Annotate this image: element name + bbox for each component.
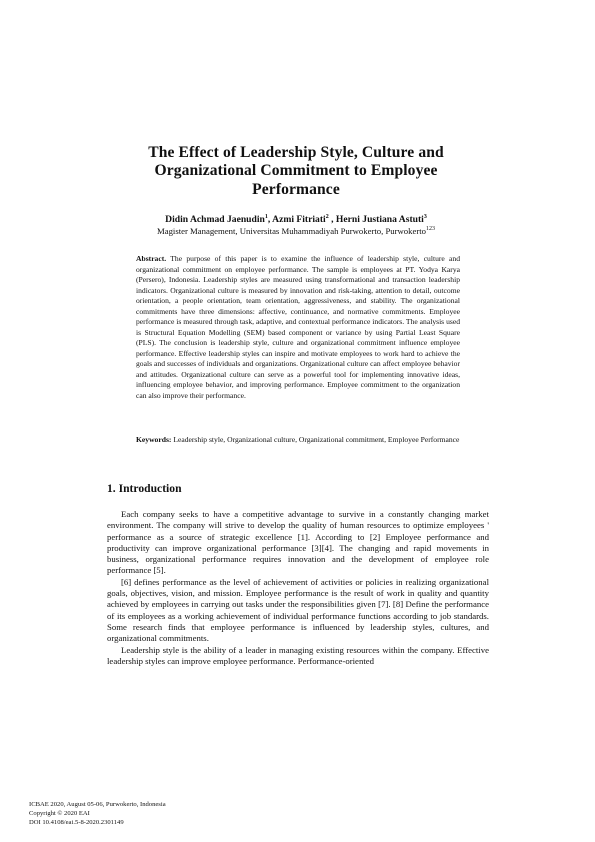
author-name: Azmi Fitriati — [272, 214, 326, 225]
body-paragraph: [6] defines performance as the level of achievement of activities or policies in realizing organizational goals, objectives, vision, and mission. Employee performance is the result of work in quality and quantity achieved by employees in carrying out tasks under the responsibilities given [7]. [8] Define the performance of its employees as a working achievement of individual performance functions according to job standards. Some research finds that employee performance is influenced by leadership styles, cultures, and organizational commitments. — [107, 576, 489, 644]
section-heading-introduction: 1. Introduction — [107, 482, 182, 495]
body-paragraph: Leadership style is the ability of a leader in managing existing resources within the company. Effective leadership styles can improve employee performance. Performance-oriented — [107, 644, 489, 666]
body-paragraph: Each company seeks to have a competitive advantage to survive in a constantly changing market environment. The company will strive to develop the quality of human resources to optimize employees ' performance as a source of strategic excellence [1]. According to [2] Employee performance and productivity can improve organizational performance [3][4]. The changing and rapid movements in business, organizational performance requires innovation and the development of employee role performance [5]. — [107, 509, 489, 576]
author-name: Herni Justiana Astuti — [335, 214, 424, 225]
footer-conference: ICBAE 2020, August 05-06, Purwokerto, Indonesia — [29, 801, 166, 808]
author-superscript: 2 — [325, 213, 329, 220]
affiliation — [100, 226, 492, 237]
affiliation-superscript: 123 — [426, 226, 435, 233]
author-separator: , — [328, 214, 336, 225]
author-list — [100, 214, 492, 226]
page-footer — [29, 800, 329, 827]
abstract — [136, 254, 460, 401]
author-superscript: 1 — [264, 213, 268, 220]
keywords-label: Keywords: — [136, 435, 172, 444]
keywords — [136, 434, 460, 445]
author-name: Didin Achmad Jaenudin — [165, 214, 265, 225]
author-superscript: 3 — [423, 213, 427, 220]
keywords-text: Leadership style, Organizational culture, Organizational commitment, Employee Performance — [171, 435, 460, 444]
footer-doi: DOI 10.4108/eai.5-8-2020.2301149 — [29, 819, 124, 826]
footer-copyright: Copyright © 2020 EAI — [29, 810, 90, 817]
author-separator: , — [267, 214, 273, 225]
section-body-introduction — [107, 509, 489, 667]
paper-title: The Effect of Leadership Style, Culture and Organizational Commitment to Employee Performance — [148, 144, 444, 198]
abstract-label: Abstract. — [136, 254, 167, 263]
abstract-text: The purpose of this paper is to examine the influence of leadership style, culture and organizational commitment on employee performance. The sample is employees at PT. Yodya Karya (Persero), Indonesia. Leadership styles are measured using transformational and transaction leadership indicators. Organizational culture is measured by innovation and risk-taking, attention to detail, outcome orientation, a people orientation, team orientation, aggressiveness, and stability. The organizational commitments have three dimensions: affective, continuance, and normative commitments. Employee performance is measured through task, adaptive, and contextual performance indicators. The analysis used is Structural Equation Modelling (SEM) based component or variance by using Partial Least Square (PLS). The conclusion is leadership style, culture and organizational commitment influence employee performance. Effective leadership styles can inspire and motivate employees to work hard to achieve the goals and successes of individuals and organizations. Organizational culture can affect employee behavior and attitudes. Organizational culture can serve as a powerful tool for implementing innovative ideas, influencing employee behavior, and improving performance. Employee commitment to the organization can also improve their performance. — [136, 254, 460, 400]
affiliation-text: Magister Management, Universitas Muhammadiyah Purwokerto, Purwokerto — [156, 226, 426, 236]
